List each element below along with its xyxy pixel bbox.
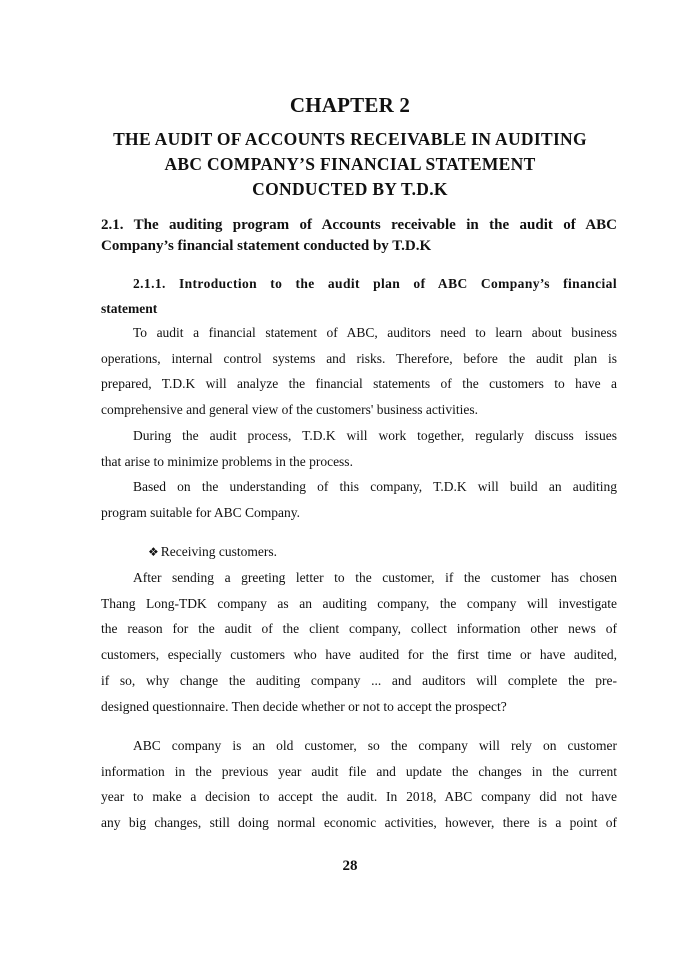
subsection-heading-line: statement [101,301,158,316]
paragraph-line: operations, internal control systems and risks. Therefore, before the audit plan is [101,350,617,366]
paragraph-line: if so, why change the auditing company ... and auditors will complete the pre- [101,672,617,688]
paragraph-audit-process [101,423,617,474]
diamond-bullet-icon: ❖ [148,545,159,559]
section-heading-line: 2.1. The auditing program of Accounts receivable in the audit of ABC [101,217,617,233]
paragraph-line: comprehensive and general view of the customers' business activities. [101,402,478,418]
paragraph-line: prepared, T.D.K will analyze the financial statements of the customers to have a [101,376,617,392]
paragraph-greeting-letter [101,565,617,719]
chapter-title-line: CONDUCTED BY T.D.K [252,179,448,199]
paragraph-line: the reason for the audit of the client company, collect information other news of [101,621,617,637]
subsection-heading [101,271,617,321]
subsection-heading-line: 2.1.1. Introduction to the audit plan of ABC Company’s financial [133,276,617,291]
paragraph-old-customer [101,733,617,836]
paragraph-line: information in the previous year audit file and update the changes in the current [101,763,617,779]
chapter-title [90,127,610,202]
section-heading [101,215,617,257]
paragraph-line: Thang Long-TDK company as an auditing company, the company will investigate [101,595,617,611]
bullet-text: Receiving customers. [160,544,277,559]
paragraph-line: To audit a financial statement of ABC, auditors need to learn about business [133,325,617,340]
paragraph-line: After sending a greeting letter to the customer, if the customer has chosen [133,570,617,585]
paragraph-line: any big changes, still doing normal economic activities, however, there is a point of [101,815,617,831]
paragraph-line: year to make a decision to accept the audit. In 2018, ABC company did not have [101,789,617,805]
chapter-title-line: THE AUDIT OF ACCOUNTS RECEIVABLE IN AUDITING [113,129,587,149]
chapter-title-line: ABC COMPANY’S FINANCIAL STATEMENT [164,154,536,174]
paragraph-line: customers, especially customers who have audited for the first time or have audited, [101,647,617,663]
paragraph-line: During the audit process, T.D.K will work together, regularly discuss issues [133,428,617,443]
paragraph-line: program suitable for ABC Company. [101,504,300,520]
section-heading-line: Company’s financial statement conducted by T.D.K [101,238,432,254]
paragraph-audit-intro [101,320,617,423]
chapter-label: CHAPTER 2 [289,93,411,117]
paragraph-line: designed questionnaire. Then decide whether or not to accept the prospect? [101,698,507,714]
page-number: 28 [342,858,358,874]
paragraph-line: ABC company is an old customer, so the company will rely on customer [133,738,617,753]
paragraph-program-basis [101,474,617,525]
paragraph-line: that arise to minimize problems in the process. [101,453,353,469]
paragraph-line: Based on the understanding of this company, T.D.K will build an auditing [133,479,617,494]
bullet-item-receiving-customers [148,542,277,562]
